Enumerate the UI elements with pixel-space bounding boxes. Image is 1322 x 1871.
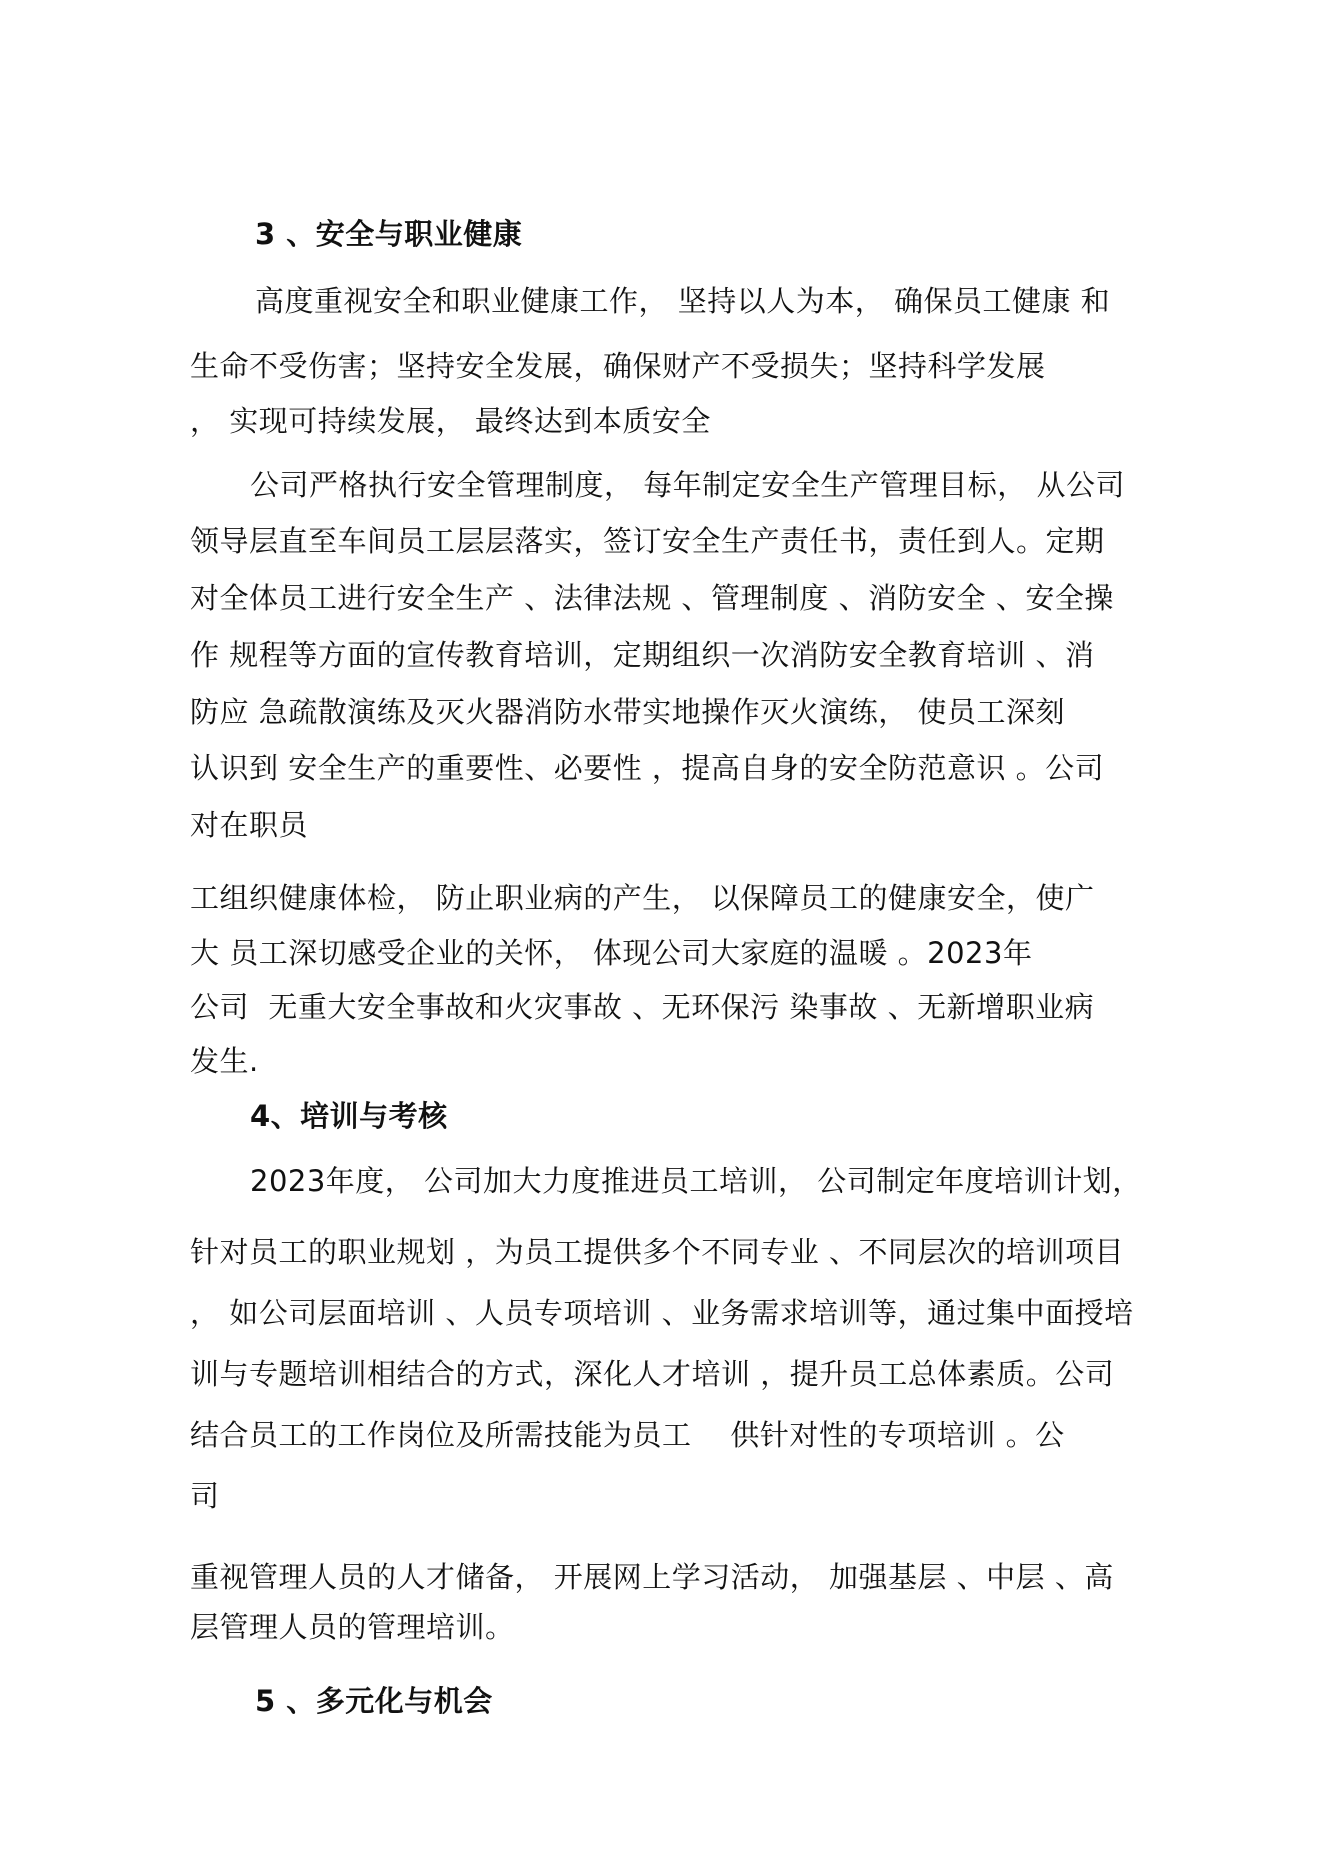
paragraph-line: 工组织健康体检， 防止职业病的产生， 以保障员工的健康安全，使广 [190,881,1095,915]
paragraph-line: 作 规程等方面的宣传教育培训，定期组织一次消防安全教育培训 、消 [190,638,1095,672]
section-heading-5: 5 、多元化与机会 [255,1684,493,1718]
paragraph-line: 训与专题培训相结合的方式，深化人才培训 ，提升员工总体素质。公司 [190,1357,1115,1391]
paragraph-line: 防应 急疏散演练及灭火器消防水带实地操作灭火演练， 使员工深刻 [190,695,1065,729]
paragraph-line: 重视管理人员的人才储备， 开展网上学习活动， 加强基层 、中层 、高 [190,1560,1114,1594]
paragraph-line: 结合员工的工作岗位及所需技能为员工 供针对性的专项培训 。公 [190,1418,1065,1452]
paragraph-line: 对在职员 [190,808,309,842]
paragraph-line: 领导层直至车间员工层层落实，签订安全生产责任书，责任到人。定期 [190,524,1105,558]
paragraph-line: 层管理人员的管理培训。 [190,1610,515,1644]
paragraph-line: 生命不受伤害；坚持安全发展，确保财产不受损失；坚持科学发展 [190,349,1046,383]
section-heading-4: 4、培训与考核 [250,1099,448,1133]
section-heading-3: 3 、安全与职业健康 [255,217,523,251]
paragraph-line: 发生. [190,1044,259,1078]
paragraph-line: 高度重视安全和职业健康工作， 坚持以人为本， 确保员工健康 和 [255,284,1111,318]
paragraph-line: ， 如公司层面培训 、人员专项培训 、业务需求培训等，通过集中面授培 [190,1296,1134,1330]
paragraph-line: 对全体员工进行安全生产 、法律法规 、管理制度 、消防安全 、安全操 [190,581,1114,615]
paragraph-line: 公司严格执行安全管理制度， 每年制定安全生产管理目标， 从公司 [250,468,1125,502]
paragraph-line: 认识到 安全生产的重要性、必要性 ，提高自身的安全防范意识 。公司 [190,751,1105,785]
paragraph-line: 2023年度， 公司加大力度推进员工培训， 公司制定年度培训计划， [250,1164,1142,1198]
paragraph-line: ， 实现可持续发展， 最终达到本质安全 [190,404,711,438]
paragraph-line: 针对员工的职业规划 ，为员工提供多个不同专业 、不同层次的培训项目 [190,1235,1124,1269]
paragraph-line: 公司 无重大安全事故和火灾事故 、无环保污 染事故 、无新增职业病 [190,990,1095,1024]
paragraph-line: 司 [190,1479,220,1513]
paragraph-line: 大 员工深切感受企业的关怀， 体现公司大家庭的温暖 。2023年 [190,936,1033,970]
